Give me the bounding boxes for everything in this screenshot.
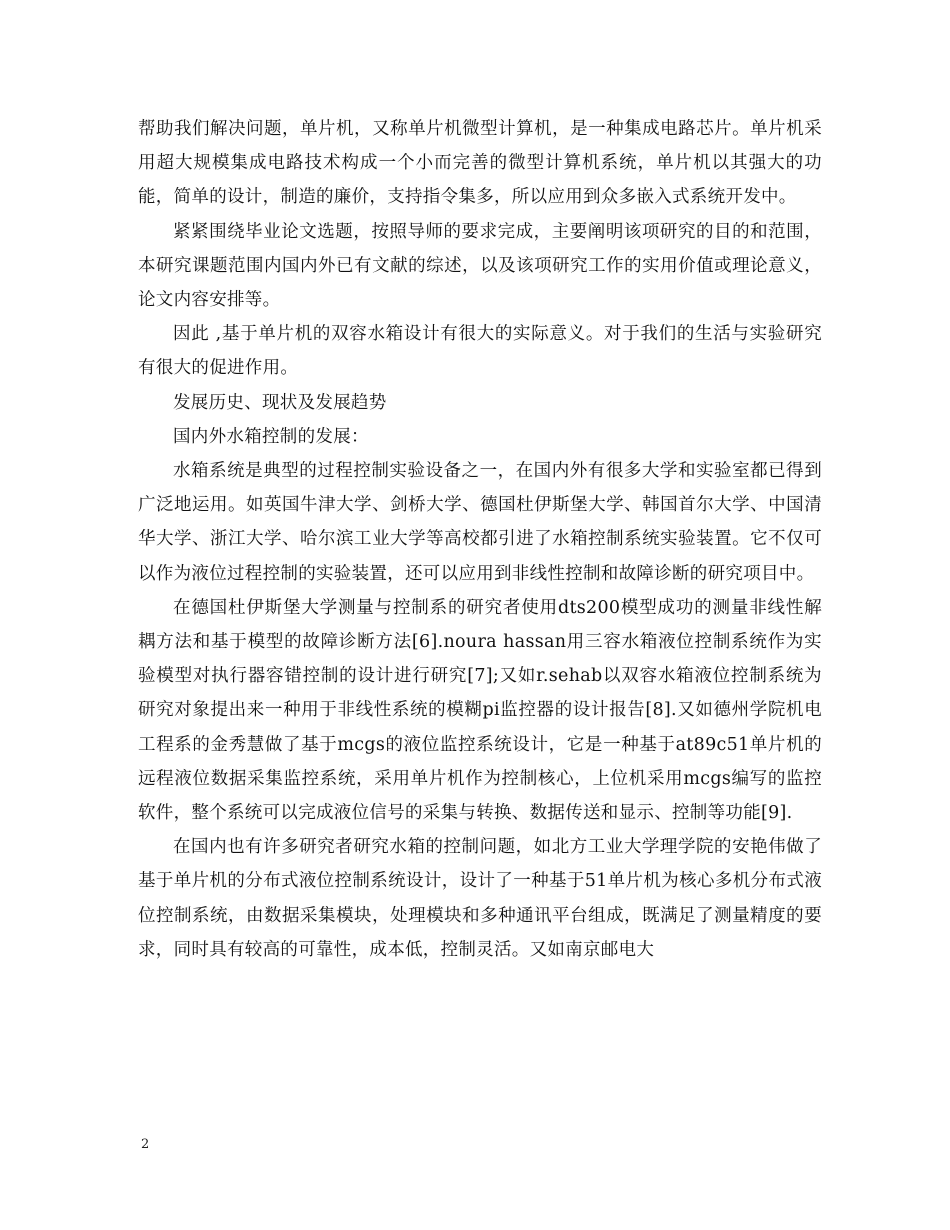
page-number: 2 — [141, 1137, 150, 1152]
paragraph-3: 因此 ,基于单片机的双容水箱设计有很大的实际意义。对于我们的生活与实验研究有很大的促进作用。 — [138, 324, 822, 379]
body-text — [138, 112, 822, 967]
paragraph-8: 在国内也有许多研究者研究水箱的控制问题，如北方工业大学理学院的安艳伟做了基于单片机的分布式液位控制系统设计，设计了一种基于51单片机为核心多机分布式液位控制系统，由数据采集模块，处理模块和多种通讯平台组成，既满足了测量精度的要求，同时具有较高的可靠性，成本低，控制灵活。又如南京邮电大 — [138, 837, 822, 960]
section-heading-history: 发展历史、现状及发展趋势 — [173, 392, 387, 413]
paragraph-1: 帮助我们解决问题，单片机，又称单片机微型计算机，是一种集成电路芯片。单片机采用超大规模集成电路技术构成一个小而完善的微型计算机系统，单片机以其强大的功能，简单的设计，制造的廉价，支持指令集多，所以应用到众多嵌入式系统开发中。 — [138, 119, 822, 208]
paragraph-2: 紧紧围绕毕业论文选题，按照导师的要求完成，主要阐明该项研究的目的和范围，本研究课题范围内国内外已有文献的综述，以及该项研究工作的实用价值或理论意义，论文内容安排等。 — [138, 221, 822, 311]
paragraph-7: 在德国杜伊斯堡大学测量与控制系的研究者使用dts200模型成功的测量非线性解耦方法和基于模型的故障诊断方法[6].noura hassan用三容水箱液位控制系统作为实验模型对执行器容错控制的设计进行研究[7];又如r.sehab以双容水箱液位控制系统为研究对象提出来一种用于非线性系统的模糊pi监控器的设计报告[8].又如德州学院机电工程系的金秀慧做了基于mcgs的液位监控系统设计，它是一种基于at89c51单片机的远程液位数据采集监控系统，采用单片机作为控制核心，上位机采用mcgs编写的监控软件，整个系统可以完成液位信号的采集与转换、数据传送和显示、控制等功能[9]. — [138, 597, 822, 824]
paragraph-6: 水箱系统是典型的过程控制实验设备之一，在国内外有很多大学和实验室都已得到广泛地运用。如英国牛津大学、剑桥大学、德国杜伊斯堡大学、韩国首尔大学、中国清华大学、浙江大学、哈尔滨工业大学等高校都引进了水箱控制系统实验装置。它不仅可以作为液位过程控制的实验装置，还可以应用到非线性控制和故障诊断的研究项目中。 — [138, 461, 822, 584]
subsection-heading-development: 国内外水箱控制的发展： — [173, 426, 369, 447]
